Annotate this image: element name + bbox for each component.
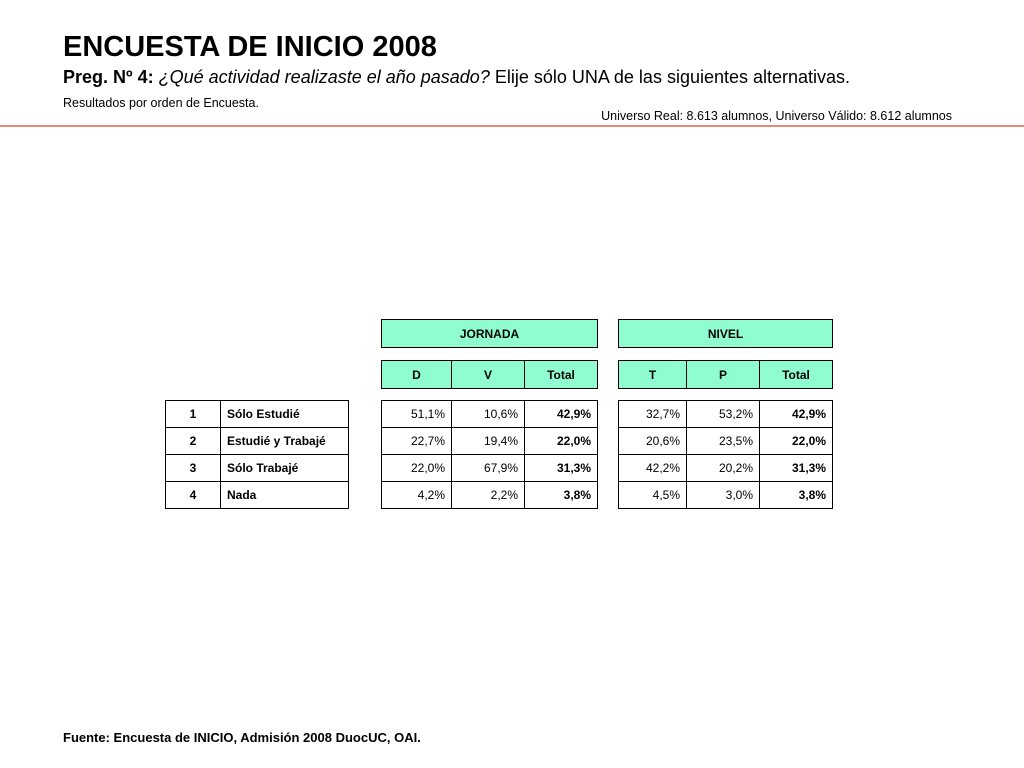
question-instruction: Elije sólo UNA de las siguientes alternativas. <box>494 67 851 87</box>
cell-value: 32,7% <box>619 401 687 428</box>
cell-total: 31,3% <box>525 455 598 482</box>
row-label: Nada <box>221 482 349 509</box>
table-row <box>166 401 349 428</box>
page-title: ENCUESTA DE INICIO 2008 <box>63 31 437 63</box>
cell-total: 22,0% <box>525 428 598 455</box>
cell-value: 22,0% <box>382 455 452 482</box>
table-row <box>166 482 349 509</box>
cell-value: 51,1% <box>382 401 452 428</box>
universe-note: Universo Real: 8.613 alumnos, Universo Válido: 8.612 alumnos <box>601 109 952 123</box>
column-header: D <box>382 361 452 389</box>
table-row <box>382 428 598 455</box>
column-header: T <box>619 361 687 389</box>
cell-value: 4,5% <box>619 482 687 509</box>
cell-total: 42,9% <box>760 401 833 428</box>
cell-value: 10,6% <box>452 401 525 428</box>
column-header: Total <box>525 361 598 389</box>
results-note: Resultados por orden de Encuesta. <box>63 96 259 110</box>
table-row <box>382 401 598 428</box>
nivel-header-table <box>618 319 833 348</box>
cell-value: 42,2% <box>619 455 687 482</box>
column-header: Total <box>760 361 833 389</box>
table-row <box>619 428 833 455</box>
row-label: Estudié y Trabajé <box>221 428 349 455</box>
row-number: 3 <box>166 455 221 482</box>
row-label: Sólo Trabajé <box>221 455 349 482</box>
cell-total: 3,8% <box>760 482 833 509</box>
table-row <box>166 428 349 455</box>
row-number: 1 <box>166 401 221 428</box>
table-row <box>619 482 833 509</box>
table-row <box>382 482 598 509</box>
cell-value: 4,2% <box>382 482 452 509</box>
cell-value: 22,7% <box>382 428 452 455</box>
cell-total: 22,0% <box>760 428 833 455</box>
header-divider <box>0 125 1024 127</box>
table-row <box>619 401 833 428</box>
nivel-values-table <box>618 400 833 509</box>
jornada-title: JORNADA <box>382 320 598 348</box>
jornada-header-table <box>381 319 598 348</box>
cell-value: 3,0% <box>687 482 760 509</box>
cell-value: 2,2% <box>452 482 525 509</box>
cell-value: 20,2% <box>687 455 760 482</box>
row-labels-table <box>165 400 349 509</box>
table-row <box>619 455 833 482</box>
question-text: ¿Qué actividad realizaste el año pasado? <box>158 67 490 87</box>
jornada-values-table <box>381 400 598 509</box>
table-row <box>382 455 598 482</box>
cell-value: 19,4% <box>452 428 525 455</box>
cell-total: 42,9% <box>525 401 598 428</box>
row-number: 2 <box>166 428 221 455</box>
source-footer: Fuente: Encuesta de INICIO, Admisión 2008 DuocUC, OAI. <box>63 730 421 745</box>
nivel-title: NIVEL <box>619 320 833 348</box>
cell-value: 67,9% <box>452 455 525 482</box>
cell-value: 20,6% <box>619 428 687 455</box>
question-label: Preg. Nº 4: <box>63 67 154 87</box>
question-line <box>63 66 850 88</box>
nivel-columns-table <box>618 360 833 389</box>
jornada-columns-table <box>381 360 598 389</box>
cell-value: 53,2% <box>687 401 760 428</box>
cell-value: 23,5% <box>687 428 760 455</box>
row-number: 4 <box>166 482 221 509</box>
row-label: Sólo Estudié <box>221 401 349 428</box>
cell-total: 3,8% <box>525 482 598 509</box>
table-row <box>166 455 349 482</box>
column-header: P <box>687 361 760 389</box>
column-header: V <box>452 361 525 389</box>
cell-total: 31,3% <box>760 455 833 482</box>
